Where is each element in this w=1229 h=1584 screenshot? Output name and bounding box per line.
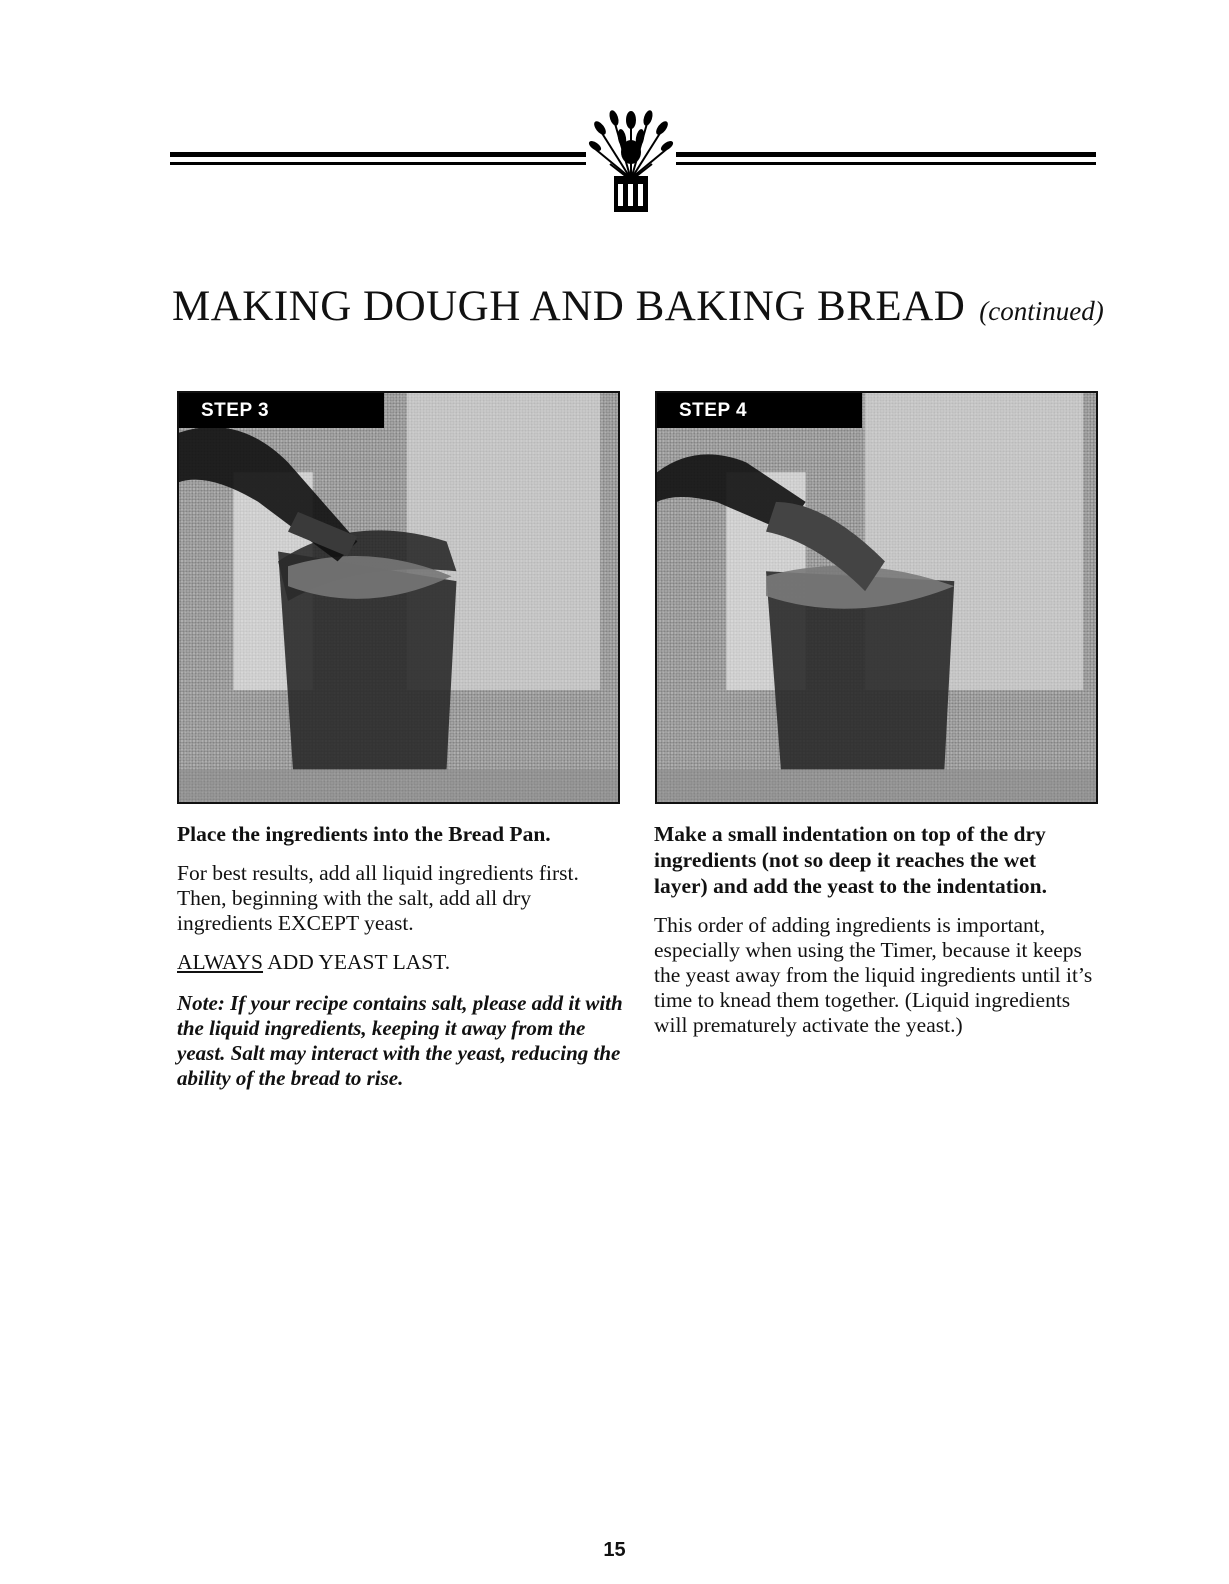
wheat-sheaf-icon xyxy=(586,104,676,218)
step-3-photo-scene xyxy=(179,393,618,802)
always-rest: ADD YEAST LAST. xyxy=(263,950,451,974)
step-4-photo xyxy=(655,391,1098,804)
page-title xyxy=(172,282,1104,331)
page-number: 15 xyxy=(603,1539,626,1561)
step-3-label: STEP 3 xyxy=(179,393,384,428)
step-4-text xyxy=(654,821,1094,1052)
step-3-photo xyxy=(177,391,620,804)
step-3-body: For best results, add all liquid ingredients first. Then, beginning with the salt, add all dry ingredients EXCEPT yeast. xyxy=(177,861,579,935)
step-4-heading: Make a small indentation on top of the dry ingredients (not so deep it reaches the wet layer) and add the yeast to the indentation. xyxy=(654,822,1047,898)
page-title-continued: (continued) xyxy=(979,296,1104,326)
step-3-always-line xyxy=(177,950,627,975)
step-3-text xyxy=(177,821,627,1091)
step-4-label: STEP 4 xyxy=(657,393,862,428)
step-4-photo-scene xyxy=(657,393,1096,802)
step-4-body: This order of adding ingredients is important, especially when using the Timer, because it keeps the yeast away from the liquid ingredients until it’s time to knead them together. (Liquid ingredients will prematurely activate the yeast.) xyxy=(654,913,1093,1037)
note-text: If your recipe contains salt, please add it with the liquid ingredients, keeping it away from the yeast. Salt may interact with the yeast, reducing the ability of the bread to rise. xyxy=(177,991,623,1090)
page-title-text: MAKING DOUGH AND BAKING BREAD xyxy=(172,283,966,330)
step-3-heading: Place the ingredients into the Bread Pan. xyxy=(177,822,551,846)
step-3-note xyxy=(177,991,627,1091)
always-underlined: ALWAYS xyxy=(177,950,264,974)
note-label: Note: xyxy=(177,991,225,1015)
